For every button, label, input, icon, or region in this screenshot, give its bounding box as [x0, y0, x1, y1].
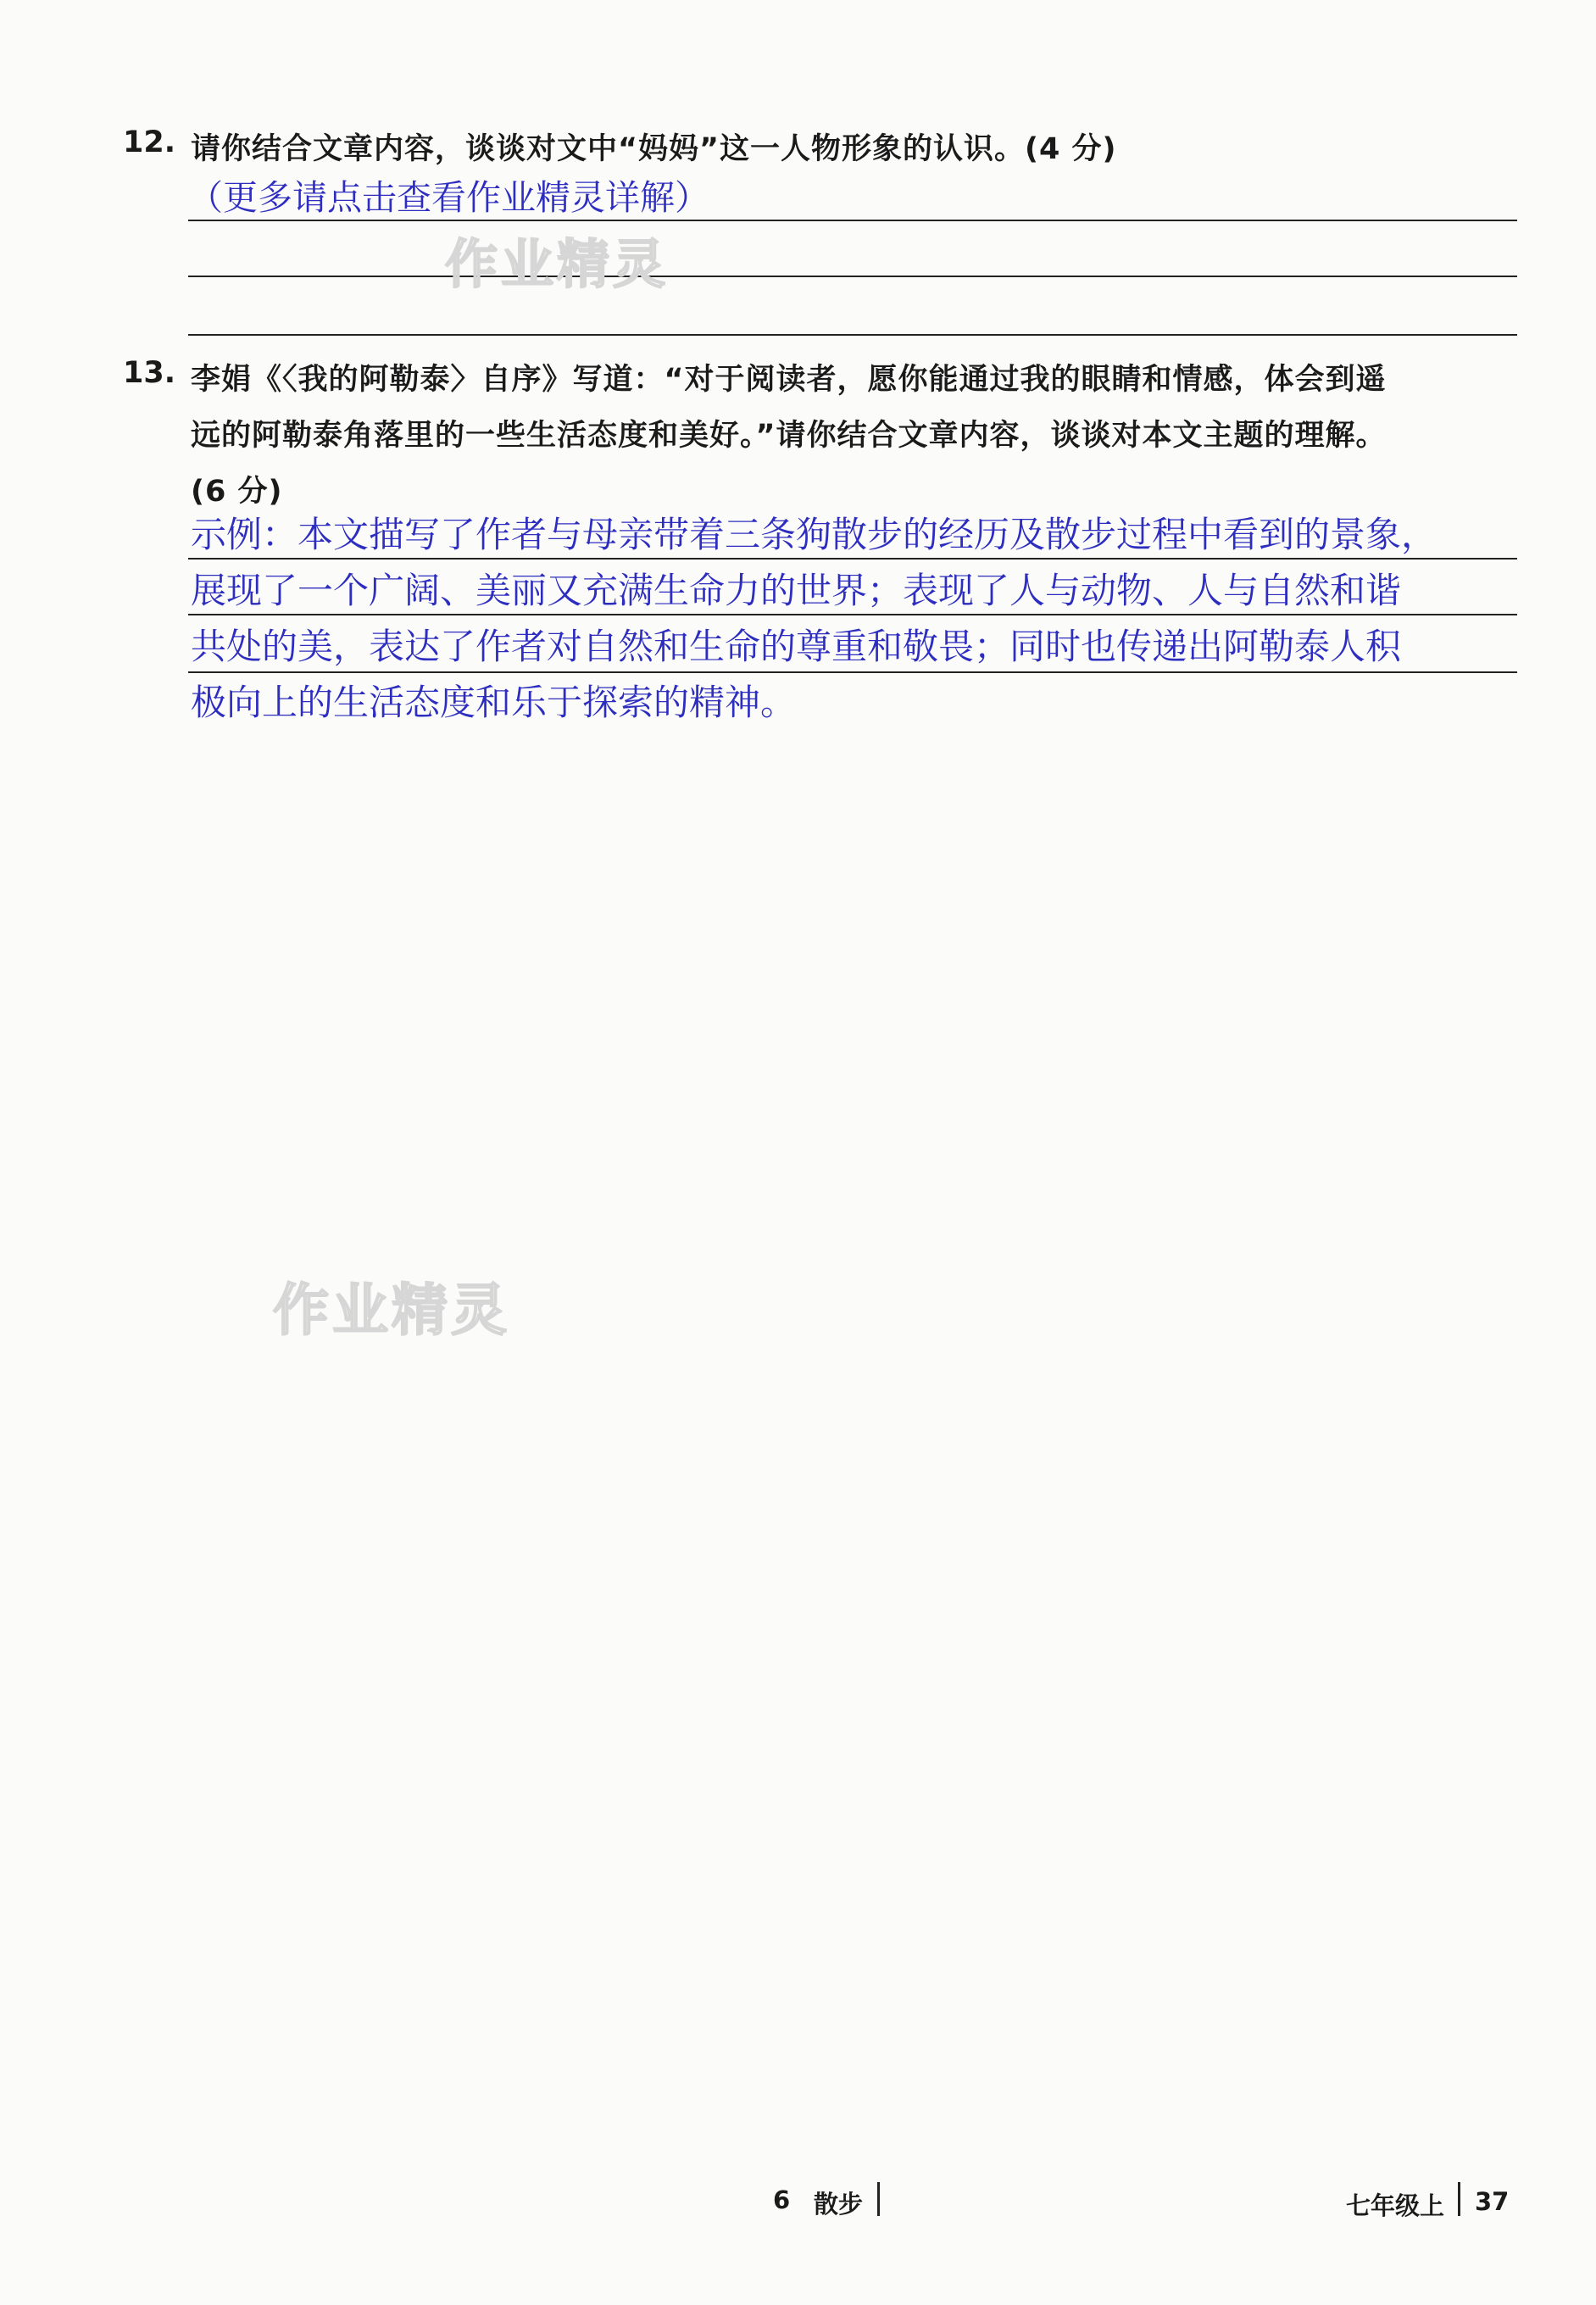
- answer-line-12-2: [188, 276, 1517, 277]
- answer-line-12-1: [188, 220, 1517, 221]
- question-13-line-3: (6 分): [191, 475, 283, 509]
- answer-detail-link[interactable]: （更多请点击查看作业精灵详解）: [188, 177, 709, 218]
- answer-line-13-1: [188, 558, 1517, 560]
- question-12-text: 请你结合文章内容，谈谈对文中“妈妈”这一人物形象的认识。(4 分): [191, 132, 1117, 166]
- footer-lesson-number: 6: [773, 2185, 791, 2214]
- answer-13-line-2: 展现了一个广阔、美丽又充满生命力的世界；表现了人与动物、人与自然和谐: [191, 570, 1402, 611]
- question-13-number: 13.: [123, 356, 176, 390]
- answer-13-line-3: 共处的美，表达了作者对自然和生命的尊重和敬畏；同时也传递出阿勒泰人积: [191, 626, 1402, 667]
- answer-line-12-3: [188, 334, 1517, 336]
- footer-grade: 七年级上: [1346, 2191, 1445, 2220]
- answer-13-line-1: 示例：本文描写了作者与母亲带着三条狗散步的经历及散步过程中看到的景象，: [191, 514, 1438, 555]
- footer-divider-left: [877, 2182, 880, 2216]
- footer-page-number: 37: [1475, 2187, 1510, 2216]
- question-12-number: 12.: [123, 125, 176, 159]
- question-13-line-1: 李娟《〈我的阿勒泰〉自序》写道：“对于阅读者，愿你能通过我的眼睛和情感，体会到遥: [191, 363, 1387, 397]
- watermark-top: 作业精灵: [445, 233, 670, 295]
- answer-line-13-3: [188, 671, 1517, 673]
- watermark-middle: 作业精灵: [273, 1278, 510, 1343]
- footer-divider-right: [1458, 2182, 1460, 2216]
- answer-13-line-4: 极向上的生活态度和乐于探索的精神。: [191, 682, 797, 723]
- question-13-line-2: 远的阿勒泰角落里的一些生活态度和美好。”请你结合文章内容，谈谈对本文主题的理解。: [191, 419, 1387, 453]
- footer-lesson-title: 散步: [814, 2190, 864, 2219]
- answer-line-13-2: [188, 614, 1517, 615]
